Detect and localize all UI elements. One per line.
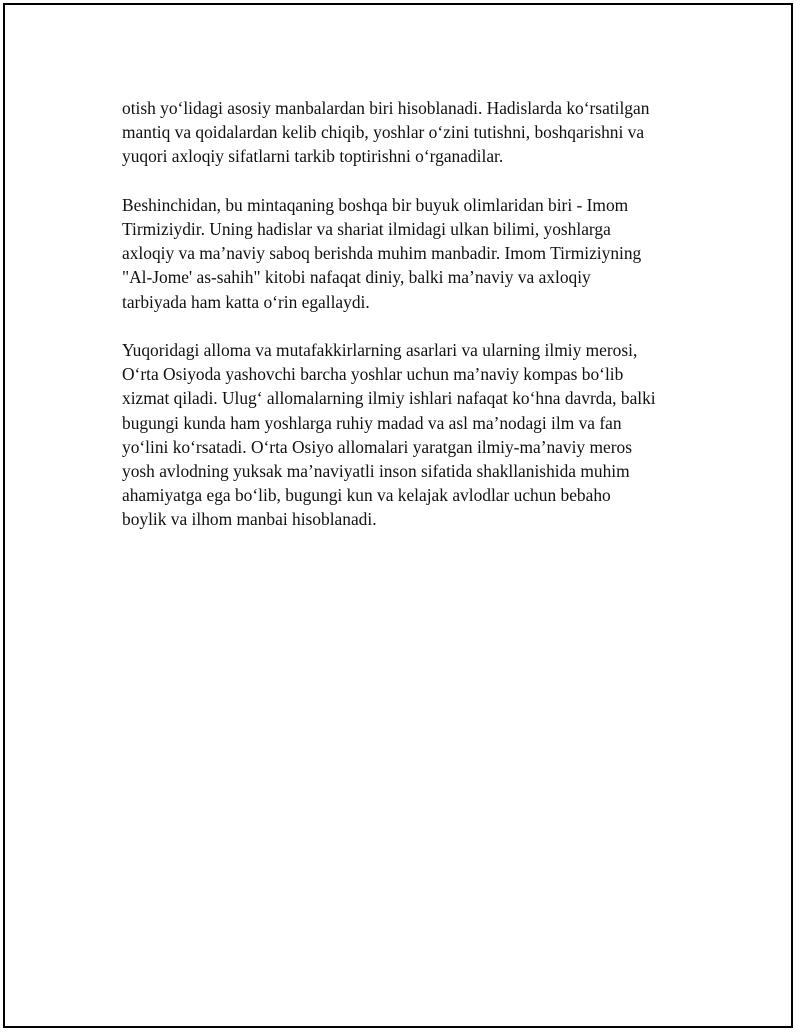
paragraph-line: ahamiyatga ega bo‘lib, bugungi kun va kelajak avlodlar uchun bebaho (122, 485, 611, 506)
paragraph-line: tarbiyada ham katta o‘rin egallaydi. (122, 291, 370, 312)
document-body (122, 96, 702, 556)
paragraph-line: yo‘lini ko‘rsatadi. O‘rta Osiyo allomalari yaratgan ilmiy-ma’naviy meros (122, 436, 632, 457)
paragraph-1 (122, 96, 702, 169)
paragraph-2 (122, 193, 702, 314)
page-frame (3, 3, 793, 1028)
paragraph-line: Yuqoridagi alloma va mutafakkirlarning asarlari va ularning ilmiy merosi, (122, 340, 638, 360)
paragraph-line: Beshinchidan, bu mintaqaning boshqa bir buyuk olimlaridan biri - Imom (122, 194, 629, 215)
paragraph-line: O‘rta Osiyoda yashovchi barcha yoshlar uchun ma’naviy kompas bo‘lib (122, 364, 624, 385)
paragraph-line: xizmat qiladi. Ulug‘ allomalarning ilmiy ishlari nafaqat ko‘hna davrda, balki (122, 388, 656, 409)
paragraph-line: yuqori axloqiy sifatlarni tarkib toptirishni o‘rganadilar. (122, 146, 504, 167)
paragraph-line: mantiq va qoidalardan kelib chiqib, yoshlar o‘zini tutishni, boshqarishni va (122, 122, 645, 143)
paragraph-line: bugungi kunda ham yoshlarga ruhiy madad va asl ma’nodagi ilm va fan (122, 412, 622, 433)
paragraph-3 (122, 338, 702, 532)
paragraph-line: yosh avlodning yuksak ma’naviyatli inson sifatida shakllanishida muhim (122, 461, 630, 482)
paragraph-line: "Al-Jome' as-sahih" kitobi nafaqat diniy, balki ma’naviy va axloqiy (122, 267, 591, 288)
paragraph-line: otish yo‘lidagi asosiy manbalardan biri hisoblanadi. Hadislarda ko‘rsatilgan (122, 98, 650, 118)
paragraph-line: boylik va ilhom manbai hisoblanadi. (122, 509, 377, 530)
paragraph-line: axloqiy va ma’naviy saboq berishda muhim manbadir. Imom Tirmiziyning (122, 243, 642, 264)
paragraph-line: Tirmiziydir. Uning hadislar va shariat ilmidagi ulkan bilimi, yoshlarga (122, 219, 611, 239)
